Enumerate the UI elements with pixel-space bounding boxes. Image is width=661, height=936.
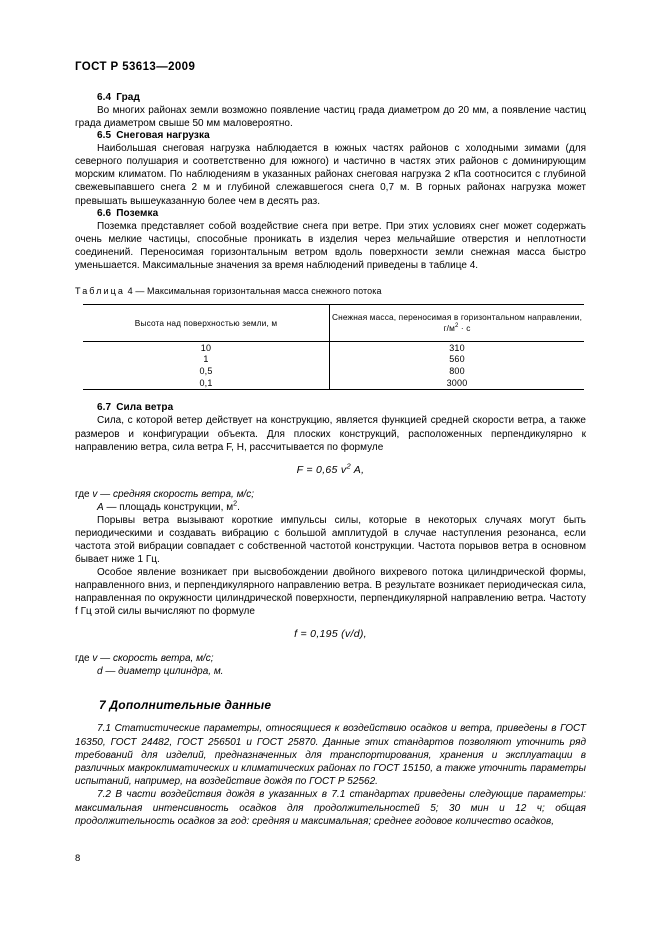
paragraph-6-7-1: Сила, с которой ветер действует на конструкцию, является функцией средней скорости ветра, а также размеров и конфигурации объекта. Для плоских конструкций, расположенных перпендикулярно к направлению ветра, сила ветра F, Н, рассчитывается по формуле — [75, 415, 586, 453]
heading-6-4-number: 6.4 — [97, 92, 112, 103]
formula-1-lhs: F — [296, 463, 304, 476]
heading-7-title: Дополнительные данные — [109, 698, 272, 713]
where-clause-2 — [75, 652, 586, 665]
table-4-header-mass-unit-post: · с — [458, 323, 471, 334]
page-content — [75, 92, 586, 828]
paragraph-7-2: 7.2 В части воздействия дождя в указанных в 7.1 стандартах приведены следующие параметры: максимальная интенсивность осадков для продолжительностей 5; 30 мин и 12 ч; общая продолжительность осадков за год: средняя и максимальная; среднее годовое количество осадков, — [75, 789, 586, 827]
table-4-header-mass-unit-sup: 2 — [454, 323, 459, 330]
paragraph-6-6: Поземка представляет собой воздействие снега при ветре. При этих условиях снег может содержать очень мелкие частицы, способные проникать в изделия через мельчайшие отверстия и неплотности соединений. Переносимая горизонтальным ветром вдоль поверхности земли снежная масса быстро уменьшается. Максимальные значения за время наблюдений приведены в таблице 4. — [75, 220, 586, 271]
table-4-header-mass-unit-pre: г/м — [443, 323, 455, 334]
table-4-head — [83, 305, 584, 342]
heading-7-number: 7 — [99, 698, 106, 713]
heading-6-4-title: Град — [116, 92, 140, 103]
table-4-header-height: Высота над поверхностью земли, м — [83, 305, 330, 342]
definition-d-line — [75, 665, 586, 678]
where-label-2: где — [75, 653, 90, 665]
heading-6-7-number: 6.7 — [97, 402, 112, 414]
table-4-caption-label: Таблица — [75, 286, 125, 297]
formula-1-tail: A, — [350, 463, 365, 476]
definition-v2: v — скорость ветра, м/с; — [92, 653, 214, 665]
cell-mass: 560 — [330, 354, 585, 366]
formula-1-rhs: = 0,65 v — [306, 463, 347, 476]
cell-height: 0,1 — [83, 377, 330, 390]
table-4-caption-number: 4 — [127, 286, 133, 297]
heading-7 — [75, 698, 586, 712]
cell-mass: 800 — [330, 365, 585, 377]
table-4 — [83, 304, 584, 390]
definition-A-symbol: A — [97, 501, 104, 513]
table-4-body — [83, 342, 584, 390]
definition-A-end: . — [237, 501, 240, 513]
table-4-caption-dash: — — [135, 286, 145, 297]
paragraph-6-7-3: Особое явление возникает при высвобождении двойного вихревого потока цилиндрической формы, направленного вниз, и перпендикулярного направлению ветра. В результате возникает периодическая сила, направленная по окружности цилиндрической поверхности, перпендикулярной направлению ветра. Частоту f Гц этой силы вычисляют по формуле — [75, 567, 586, 618]
paragraph-6-5: Наибольшая снеговая нагрузка наблюдается в южных частях районов с холодными зимами (для северного полушария и соответственно для южного) и частично в частях этих районов с доминирующим морским климатом. По наблюдениям в указанных районах снеговая нагрузка 2 кПа соотносится с глубиной свежевыпавшего снега 2 м и глубиной слежавшегося снега 0,7 м. В горных районах нагрузка может превышать вышеуказанную более чем в десять раз. — [75, 143, 586, 207]
formula-vortex-frequency: f = 0,195 (v/d), — [294, 628, 367, 641]
cell-height: 0,5 — [199, 366, 213, 377]
table-row — [83, 365, 584, 377]
cell-height: 10 — [200, 342, 212, 353]
heading-6-7-title: Сила ветра — [116, 402, 174, 414]
heading-6-4 — [75, 92, 586, 103]
definition-v: v — средняя скорость ветра, м/с; — [92, 488, 254, 500]
heading-6-5 — [75, 130, 586, 141]
paragraph-6-4: Во многих районах земли возможно появление частиц града диаметром до 20 мм, а появление частиц града диаметром свыше 50 мм маловероятно. — [75, 105, 586, 130]
paragraph-6-7-2: Порывы ветра вызывают короткие импульсы силы, которые в некоторых случаях могут быть периодическими и создавать вибрацию с большой амплитудой в случае наступления резонанса, если частота этой вибрации совпадает с собственной частотой конструкции. Частота порывов ветра в основном бывает ниже 1 Гц. — [75, 514, 586, 565]
formula-wind-force — [75, 461, 586, 476]
heading-6-5-number: 6.5 — [97, 130, 112, 142]
table-4-caption-title: Максимальная горизонтальная масса снежного потока — [147, 286, 382, 297]
table-4-header-row — [83, 305, 584, 342]
where-label: где — [75, 488, 90, 500]
heading-6-7 — [75, 402, 586, 413]
heading-6-6-title: Поземка — [116, 207, 159, 219]
definition-A-exponent: 2 — [233, 498, 238, 508]
table-row — [83, 342, 584, 354]
definition-A-line — [75, 498, 586, 514]
heading-6-5-title: Снеговая нагрузка — [116, 130, 210, 142]
table-row — [83, 377, 584, 390]
table-4-caption — [75, 286, 586, 296]
page-number: 8 — [75, 853, 81, 864]
table-4-header-mass — [330, 305, 585, 342]
where-clause-1 — [75, 488, 586, 501]
definition-A-text: — площадь конструкции, м — [103, 501, 234, 513]
heading-6-6 — [75, 208, 586, 219]
definition-d: d — диаметр цилиндра, м. — [97, 666, 224, 678]
formula-1-exponent: 2 — [346, 461, 351, 471]
cell-height: 1 — [203, 354, 209, 365]
table-4-header-mass-line1: Снежная масса, переносимая в горизонтальном направлении, — [331, 312, 583, 323]
running-header: ГОСТ Р 53613—2009 — [75, 61, 196, 73]
cell-mass: 3000 — [330, 377, 585, 390]
cell-mass: 310 — [330, 342, 585, 354]
heading-6-6-number: 6.6 — [97, 207, 112, 219]
paragraph-7-1: 7.1 Статистические параметры, относящиеся к воздействию осадков и ветра, приведены в ГОСТ 16350, ГОСТ 24482, ГОСТ 256501 и ГОСТ 25870. Данные этих стандартов позволяют уточнить ряд требований для изделий, предназначенных для транспортирования, хранения и эксплуатации в различных макроклиматических и климатических районах по ГОСТ 15150, а также уточнить параметры испытаний, например, на воздействие дождя по ГОСТ Р 52562. — [75, 723, 586, 788]
table-row — [83, 354, 584, 366]
